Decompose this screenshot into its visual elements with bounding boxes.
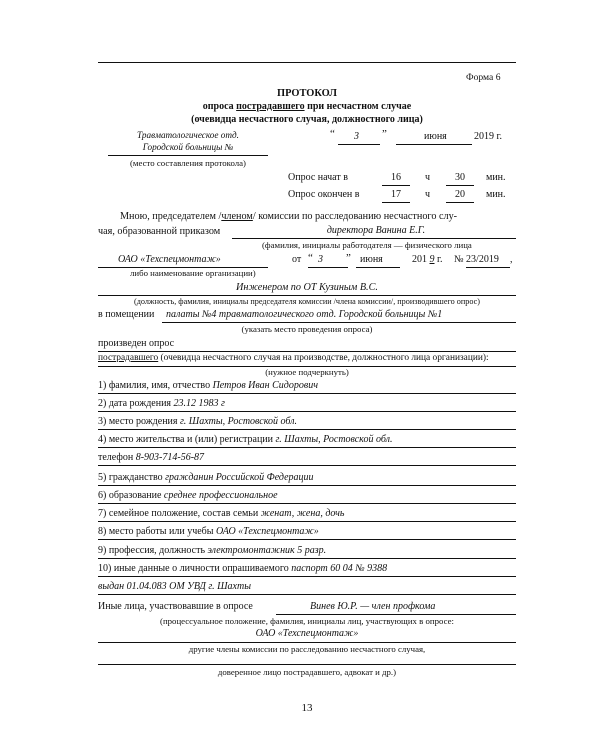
field-value: г. Шахты, Ростовской обл. [180, 416, 298, 427]
intro-text-after: / комиссии по расследованию несчастного слу- [252, 211, 458, 222]
intro-director: директора Ванина Е.Г. [326, 225, 426, 236]
order-comma: , [510, 254, 513, 265]
field-value: 23.12 1983 г [173, 398, 225, 409]
field-label: 4) место жительства и (или) регистрации [98, 434, 273, 445]
field-value: электромонтажник 5 разр. [207, 545, 327, 556]
field-8 [98, 526, 319, 537]
subtitle-underlined: пострадавшего [236, 101, 305, 112]
start-label: Опрос начат в [288, 172, 348, 183]
start-min-unit: мин. [486, 172, 506, 183]
interview-rest: (очевидца несчастного случая на производстве, должностного лица организации): [158, 353, 489, 363]
end-min-underline [446, 202, 474, 203]
interview-caption: (нужное подчеркнуть) [265, 367, 349, 377]
interview-underline-1 [98, 351, 516, 352]
field-label: 3) место рождения [98, 416, 178, 427]
field-3-underline [98, 429, 516, 430]
chair-value: Инженером по ОТ Кузиным В.С. [236, 282, 378, 293]
interview-line-2 [98, 353, 489, 363]
field-label: 5) гражданство [98, 472, 163, 483]
field-7 [98, 508, 344, 519]
field-label: 10) иные данные о личности опрашиваемого [98, 563, 289, 574]
field-10 [98, 563, 387, 574]
order-year-prefix: 201 [412, 254, 427, 265]
interview-line-1: произведен опрос [98, 338, 175, 349]
order-year-suffix: г. [437, 254, 443, 265]
order-month: июня [360, 254, 383, 265]
form-number: Форма 6 [466, 72, 501, 83]
end-hour-underline [382, 202, 410, 203]
others-value: Винев Ю.Р. — член профкома [310, 601, 436, 612]
others-org: ОАО «Техспецмонтаж» [255, 628, 359, 639]
order-number: № 23/2019 [454, 254, 499, 265]
end-label: Опрос окончен в [288, 189, 360, 200]
place-caption: (место составления протокола) [130, 158, 246, 168]
location-prefix: в помещении [98, 309, 155, 320]
field-1-underline [98, 393, 516, 394]
others-caption-3: доверенное лицо пострадавшего, адвокат и др.) [217, 667, 397, 677]
date-close-quote: ” [382, 128, 387, 140]
order-day-underline [308, 267, 348, 268]
field-10-continued: выдан 01.04.083 ОМ УВД г. Шахты [98, 581, 251, 592]
date-open-quote: “ [330, 128, 335, 140]
location-caption: (указать место проведения опроса) [241, 324, 373, 334]
chair-caption: (должность, фамилия, инициалы председателя комиссии /члена комиссии/, производившего опрос) [133, 297, 481, 306]
place-line-1: Травматологическое отд. [137, 130, 239, 140]
others-blank-line [98, 664, 516, 665]
order-year-digit: 9 [429, 254, 435, 265]
field-1 [98, 380, 318, 391]
field-label: 8) место работы или учебы [98, 526, 214, 537]
intro-line-1 [120, 211, 457, 222]
field-5-underline [98, 485, 516, 486]
field-4-underline [98, 447, 516, 448]
date-month-underline [396, 144, 472, 145]
field-9-underline [98, 558, 516, 559]
others-caption-1: (процессуальное положение, фамилия, инициалы лиц, участвующих в опросе: [160, 616, 454, 626]
subtitle-before: опроса [202, 101, 237, 112]
field-9 [98, 545, 326, 556]
end-hour-unit: ч [425, 189, 431, 200]
intro-org: ОАО «Техспецмонтаж» [118, 254, 221, 265]
field-value: гражданин Российской Федерации [165, 472, 314, 483]
intro-line-2: чая, образованной приказом [98, 226, 221, 237]
field-phone-underline [98, 465, 516, 466]
field-3 [98, 416, 297, 427]
start-hour-unit: ч [425, 172, 431, 183]
others-underline [276, 614, 516, 615]
order-open-quote: “ [308, 252, 313, 264]
start-hour: 16 [391, 172, 401, 183]
date-year: 2019 г. [474, 131, 502, 142]
director-underline [232, 238, 516, 239]
field-2 [98, 398, 225, 409]
top-rule [98, 62, 516, 63]
others-label: Иные лица, участвовавшие в опросе [98, 601, 253, 612]
field-label: 1) фамилия, имя, отчество [98, 380, 211, 391]
place-line-2: Городской больницы № [142, 142, 234, 152]
end-min: 20 [455, 189, 465, 200]
intro-caption-1: (фамилия, инициалы работодателя — физического лица [262, 240, 472, 250]
field-value: среднее профессиональное [163, 490, 278, 501]
document-subtitle-2: (очевидца несчастного случая, должностного лица) [191, 114, 423, 125]
date-day: 3 [354, 131, 359, 142]
field-label: 2) дата рождения [98, 398, 172, 409]
location-underline [162, 322, 516, 323]
field-label: 9) профессия, должность [98, 545, 206, 556]
page-number: 13 [301, 702, 313, 714]
field-8-underline [98, 539, 516, 540]
field-phone [98, 452, 204, 463]
field-value: паспорт 60 04 № 9388 [291, 563, 388, 574]
field-label: 7) семейное положение, состав семьи [98, 508, 259, 519]
chair-underline [98, 295, 516, 296]
subtitle-after: при несчастном случае [304, 101, 412, 112]
intro-text-before: Мною, председателем / [120, 211, 222, 222]
start-min-underline [446, 185, 474, 186]
document-title: ПРОТОКОЛ [277, 88, 337, 99]
order-number-underline [466, 267, 510, 268]
order-day: 3 [318, 254, 323, 265]
intro-text-underlined: членом [221, 211, 253, 222]
field-2-underline [98, 411, 516, 412]
field-10-continued-underline [98, 594, 516, 595]
field-label: телефон [98, 452, 134, 463]
location-value: палаты №4 травматологического отд. Городской больницы №1 [166, 309, 443, 320]
field-value: женат, жена, дочь [260, 508, 345, 519]
order-year [412, 254, 442, 265]
field-4 [98, 434, 393, 445]
date-day-underline [338, 144, 380, 145]
start-hour-underline [382, 185, 410, 186]
order-close-quote: ” [346, 252, 351, 264]
field-value: Петров Иван Сидорович [212, 380, 318, 391]
field-label: 6) образование [98, 490, 162, 501]
intro-caption-2: либо наименование организации) [130, 268, 256, 278]
field-10-underline [98, 576, 516, 577]
field-6-underline [98, 503, 516, 504]
start-min: 30 [455, 172, 465, 183]
field-5 [98, 472, 314, 483]
end-min-unit: мин. [486, 189, 506, 200]
place-underline [108, 155, 268, 156]
others-caption-2: другие члены комиссии по расследованию несчастного случая, [188, 644, 426, 654]
date-month: июня [424, 131, 447, 142]
field-value: г. Шахты, Ростовской обл. [275, 434, 393, 445]
others-org-underline [98, 642, 516, 643]
order-from: от [292, 254, 302, 265]
order-month-underline [356, 267, 400, 268]
document-subtitle [98, 101, 516, 112]
field-value: 8-903-714-56-87 [135, 452, 205, 463]
field-value: ОАО «Техспецмонтаж» [215, 526, 319, 537]
end-hour: 17 [391, 189, 401, 200]
interview-underlined: пострадавшего [98, 353, 159, 363]
field-7-underline [98, 521, 516, 522]
field-6 [98, 490, 278, 501]
